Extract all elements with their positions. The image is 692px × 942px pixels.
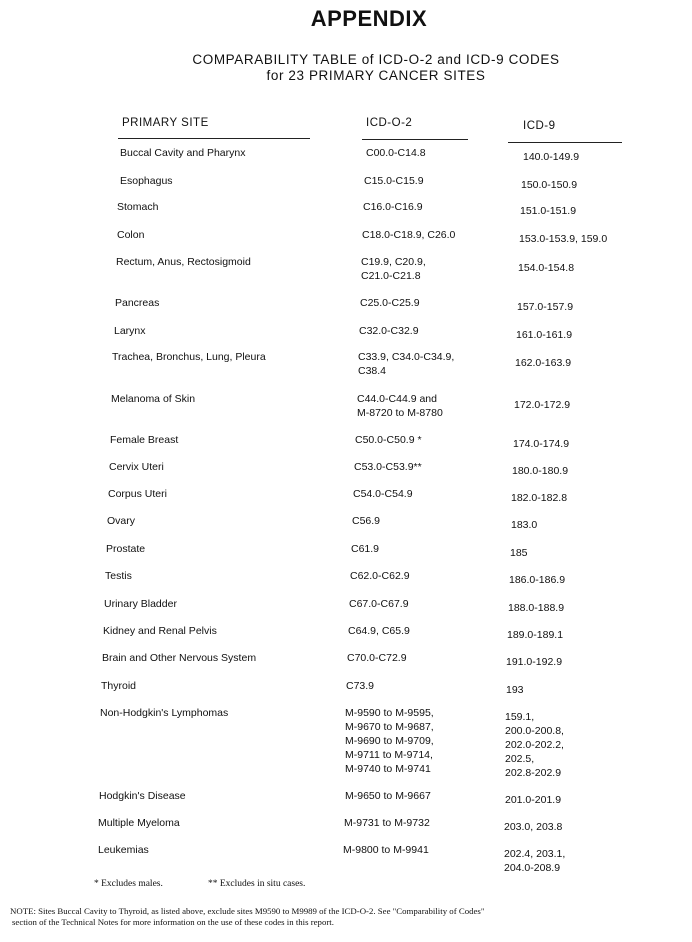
row-primary-site: Trachea, Bronchus, Lung, Pleura (112, 351, 266, 363)
icd-9-code-line: 188.0-188.9 (508, 602, 565, 614)
row-icd-9-code (506, 655, 562, 669)
row-primary-site: Prostate (106, 543, 146, 555)
footnote-excludes-in-situ: ** Excludes in situ cases. (208, 879, 306, 889)
icd-o-2-code-line: C61.9 (351, 543, 380, 555)
row-icd-o-2-code (345, 706, 434, 776)
row-icd-o-2-code (354, 460, 422, 474)
row-icd-o-2-code (346, 679, 374, 693)
row-primary-site: Cervix Uteri (109, 461, 164, 473)
icd-9-code-line: 150.0-150.9 (521, 179, 578, 191)
row-primary-site: Female Breast (110, 434, 179, 446)
icd-o-2-code-line: C56.9 (352, 515, 381, 527)
page-title: APPENDIX (310, 6, 428, 31)
icd-o-2-code-line: M-9740 to M-9741 (345, 763, 431, 775)
row-icd-o-2-code (347, 651, 407, 665)
row-icd-9-code (517, 300, 573, 314)
icd-o-2-code-line: C21.0-C21.8 (361, 270, 421, 282)
icd-9-code-line: 186.0-186.9 (509, 574, 566, 586)
icd-o-2-code-line: C33.9, C34.0-C34.9, (358, 351, 455, 363)
row-primary-site: Urinary Bladder (104, 598, 177, 610)
icd-9-code-line: 182.0-182.8 (511, 492, 568, 504)
icd-o-2-code-line: M-9650 to M-9667 (345, 790, 431, 802)
icd-9-code-line: 140.0-149.9 (523, 151, 580, 163)
row-icd-9-code (504, 847, 565, 875)
icd-9-code-line: 153.0-153.9, 159.0 (519, 233, 608, 245)
row-icd-9-code (509, 573, 565, 587)
icd-o-2-code-line: C50.0-C50.9 * (355, 434, 422, 446)
row-icd-9-code (513, 437, 569, 451)
icd-o-2-code-line: M-9690 to M-9709, (345, 735, 434, 747)
icd-o-2-code-line: M-8720 to M-8780 (357, 407, 443, 419)
footnote-excludes-males: * Excludes males. (94, 879, 163, 889)
header-icd-9: ICD-9 (523, 120, 556, 132)
note-line-1: NOTE: Sites Buccal Cavity to Thyroid, as listed above, exclude sites M9590 to M9989 of the ICD-O-2. See "Comparability of Codes" (10, 906, 485, 916)
row-icd-o-2-code (360, 296, 420, 310)
row-icd-9-code (515, 356, 571, 370)
row-icd-9-code (506, 683, 524, 697)
row-primary-site: Rectum, Anus, Rectosigmoid (116, 256, 251, 268)
row-primary-site: Melanoma of Skin (111, 393, 196, 405)
header-rule-site (118, 138, 310, 139)
icd-9-code-line: 200.0-200.8, (505, 725, 564, 737)
row-icd-9-code (523, 150, 579, 164)
row-icd-o-2-code (348, 624, 410, 638)
row-primary-site: Kidney and Renal Pelvis (103, 625, 217, 637)
icd-9-code-line: 154.0-154.8 (518, 262, 575, 274)
header-rule-icd9 (508, 142, 622, 143)
row-icd-o-2-code (366, 146, 426, 160)
icd-9-code-line: 202.4, 203.1, (504, 848, 566, 860)
row-icd-9-code (518, 261, 574, 275)
icd-9-code-line: 180.0-180.9 (512, 465, 569, 477)
icd-o-2-code-line: M-9731 to M-9732 (344, 817, 430, 829)
row-icd-9-code (521, 178, 577, 192)
table-subtitle-line2: for 23 PRIMARY CANCER SITES (266, 68, 486, 83)
row-primary-site: Stomach (117, 201, 159, 213)
icd-o-2-code-line: C73.9 (346, 680, 375, 692)
icd-9-code-line: 157.0-157.9 (517, 301, 574, 313)
row-icd-o-2-code (351, 542, 379, 556)
icd-9-code-line: 159.1, (505, 711, 535, 723)
icd-9-code-line: 161.0-161.9 (516, 329, 573, 341)
row-icd-9-code (508, 601, 564, 615)
row-icd-9-code (507, 628, 563, 642)
row-icd-o-2-code (362, 228, 455, 242)
icd-o-2-code-line: C67.0-C67.9 (349, 598, 409, 610)
row-icd-9-code (505, 710, 564, 780)
icd-9-code-line: 185 (510, 547, 528, 559)
icd-9-code-line: 204.0-208.9 (504, 862, 561, 874)
note-paragraph (10, 906, 686, 928)
icd-9-code-line: 203.0, 203.8 (504, 821, 563, 833)
icd-o-2-code-line: M-9800 to M-9941 (343, 844, 429, 856)
icd-o-2-code-line: C62.0-C62.9 (350, 570, 410, 582)
row-icd-9-code (519, 232, 607, 246)
row-icd-9-code (512, 464, 568, 478)
row-icd-o-2-code (353, 487, 413, 501)
header-rule-icdo2 (362, 139, 468, 140)
icd-o-2-code-line: C44.0-C44.9 and (357, 393, 437, 405)
table-subtitle-line1: COMPARABILITY TABLE of ICD-O-2 and ICD-9 CODES (192, 52, 560, 67)
icd-o-2-code-line: C00.0-C14.8 (366, 147, 426, 159)
row-primary-site: Corpus Uteri (108, 488, 167, 500)
icd-o-2-code-line: M-9711 to M-9714, (345, 749, 433, 761)
icd-o-2-code-line: M-9590 to M-9595, (345, 707, 434, 719)
row-icd-o-2-code (359, 324, 419, 338)
icd-9-code-line: 189.0-189.1 (507, 629, 564, 641)
row-icd-9-code (505, 793, 561, 807)
row-icd-o-2-code (363, 200, 423, 214)
row-primary-site: Hodgkin's Disease (99, 790, 186, 802)
row-icd-o-2-code (364, 174, 424, 188)
icd-o-2-code-line: C32.0-C32.9 (359, 325, 419, 337)
row-icd-9-code (511, 491, 567, 505)
icd-9-code-line: 201.0-201.9 (505, 794, 562, 806)
row-primary-site: Non-Hodgkin's Lymphomas (100, 707, 229, 719)
icd-o-2-code-line: C54.0-C54.9 (353, 488, 413, 500)
icd-9-code-line: 151.0-151.9 (520, 205, 577, 217)
icd-9-code-line: 172.0-172.9 (514, 399, 571, 411)
icd-o-2-code-line: M-9670 to M-9687, (345, 721, 434, 733)
row-icd-9-code (511, 518, 537, 532)
row-icd-o-2-code (352, 514, 380, 528)
row-primary-site: Thyroid (101, 680, 137, 692)
icd-9-code-line: 174.0-174.9 (513, 438, 570, 450)
icd-o-2-code-line: C70.0-C72.9 (347, 652, 407, 664)
icd-o-2-code-line: C16.0-C16.9 (363, 201, 423, 213)
row-icd-o-2-code (343, 843, 429, 857)
row-icd-o-2-code (355, 433, 422, 447)
icd-9-code-line: 162.0-163.9 (515, 357, 572, 369)
row-primary-site: Multiple Myeloma (98, 817, 180, 829)
note-line-2: section of the Technical Notes for more information on the use of these codes in this report. (12, 917, 334, 927)
icd-o-2-code-line: C25.0-C25.9 (360, 297, 420, 309)
row-icd-9-code (520, 204, 576, 218)
icd-o-2-code-line: C53.0-C53.9** (354, 461, 422, 473)
icd-o-2-code-line: C18.0-C18.9, C26.0 (362, 229, 456, 241)
row-icd-o-2-code (349, 597, 409, 611)
icd-o-2-code-line: C19.9, C20.9, (361, 256, 426, 268)
icd-9-code-line: 183.0 (511, 519, 538, 531)
header-icd-o-2: ICD-O-2 (366, 117, 413, 129)
row-primary-site: Esophagus (120, 175, 173, 187)
row-icd-o-2-code (361, 255, 426, 283)
icd-9-code-line: 202.5, (505, 753, 535, 765)
row-icd-9-code (516, 328, 572, 342)
icd-9-code-line: 202.0-202.2, (505, 739, 564, 751)
row-icd-9-code (514, 398, 570, 412)
icd-9-code-line: 191.0-192.9 (506, 656, 563, 668)
icd-9-code-line: 193 (506, 684, 524, 696)
icd-9-code-line: 202.8-202.9 (505, 767, 562, 779)
row-icd-o-2-code (345, 789, 431, 803)
header-primary-site: PRIMARY SITE (122, 117, 209, 129)
row-icd-o-2-code (350, 569, 410, 583)
row-icd-o-2-code (344, 816, 430, 830)
row-primary-site: Pancreas (115, 297, 160, 309)
row-primary-site: Ovary (107, 515, 136, 527)
icd-o-2-code-line: C64.9, C65.9 (348, 625, 410, 637)
row-primary-site: Larynx (114, 325, 146, 337)
row-icd-9-code (510, 546, 528, 560)
row-icd-9-code (504, 820, 562, 834)
icd-o-2-code-line: C38.4 (358, 365, 387, 377)
row-primary-site: Leukemias (98, 844, 149, 856)
row-primary-site: Testis (105, 570, 132, 582)
row-primary-site: Colon (117, 229, 145, 241)
row-icd-o-2-code (357, 392, 443, 420)
icd-o-2-code-line: C15.0-C15.9 (364, 175, 424, 187)
row-primary-site: Buccal Cavity and Pharynx (120, 147, 246, 159)
row-primary-site: Brain and Other Nervous System (102, 652, 257, 664)
row-icd-o-2-code (358, 350, 454, 378)
